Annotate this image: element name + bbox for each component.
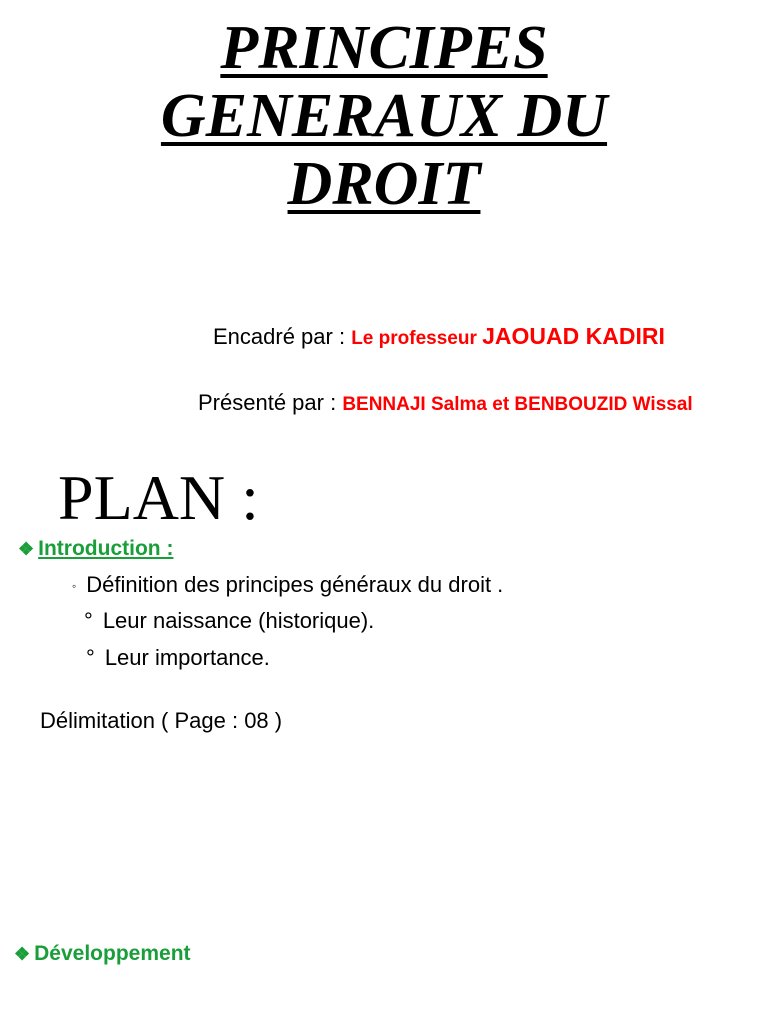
introduction-label: Introduction :: [38, 537, 174, 560]
diamond-bullet-icon: ❖: [14, 944, 31, 964]
supervisor-title: Le professeur: [351, 328, 483, 349]
document-title: [0, 14, 768, 218]
development-label: Développement: [34, 942, 191, 965]
introduction-heading: [18, 537, 173, 561]
title-line-3: [0, 150, 768, 218]
diamond-bullet-icon: ❖: [18, 539, 35, 559]
list-item: [84, 608, 374, 634]
list-item-text: Définition des principes généraux du droit .: [86, 572, 504, 597]
title-line-3-text: DROIT: [287, 150, 481, 218]
presenters-line: [198, 390, 693, 416]
supervisor-name: JAOUAD KADIRI: [482, 323, 665, 349]
degree-bullet-icon: °: [84, 608, 93, 633]
supervisor-line: [213, 323, 665, 350]
list-item-text: Leur importance.: [104, 645, 270, 670]
circle-bullet-icon: ◦: [72, 579, 77, 594]
presenters-names: BENNAJI Salma et BENBOUZID Wissal: [342, 394, 693, 415]
title-line-2: GENERAUX DU: [160, 82, 608, 150]
supervisor-label: Encadré par :: [213, 324, 352, 349]
list-item-text: Leur naissance (historique).: [102, 608, 375, 633]
list-item: [86, 645, 270, 671]
presenters-label: Présenté par :: [198, 390, 343, 415]
degree-bullet-icon: °: [86, 645, 95, 670]
delimitation-text: Délimitation ( Page : 08 ): [40, 708, 283, 733]
development-heading: [14, 942, 191, 966]
plan-heading: PLAN :: [58, 462, 259, 533]
title-line-1: PRINCIPES: [220, 14, 548, 82]
list-item: [72, 572, 503, 598]
